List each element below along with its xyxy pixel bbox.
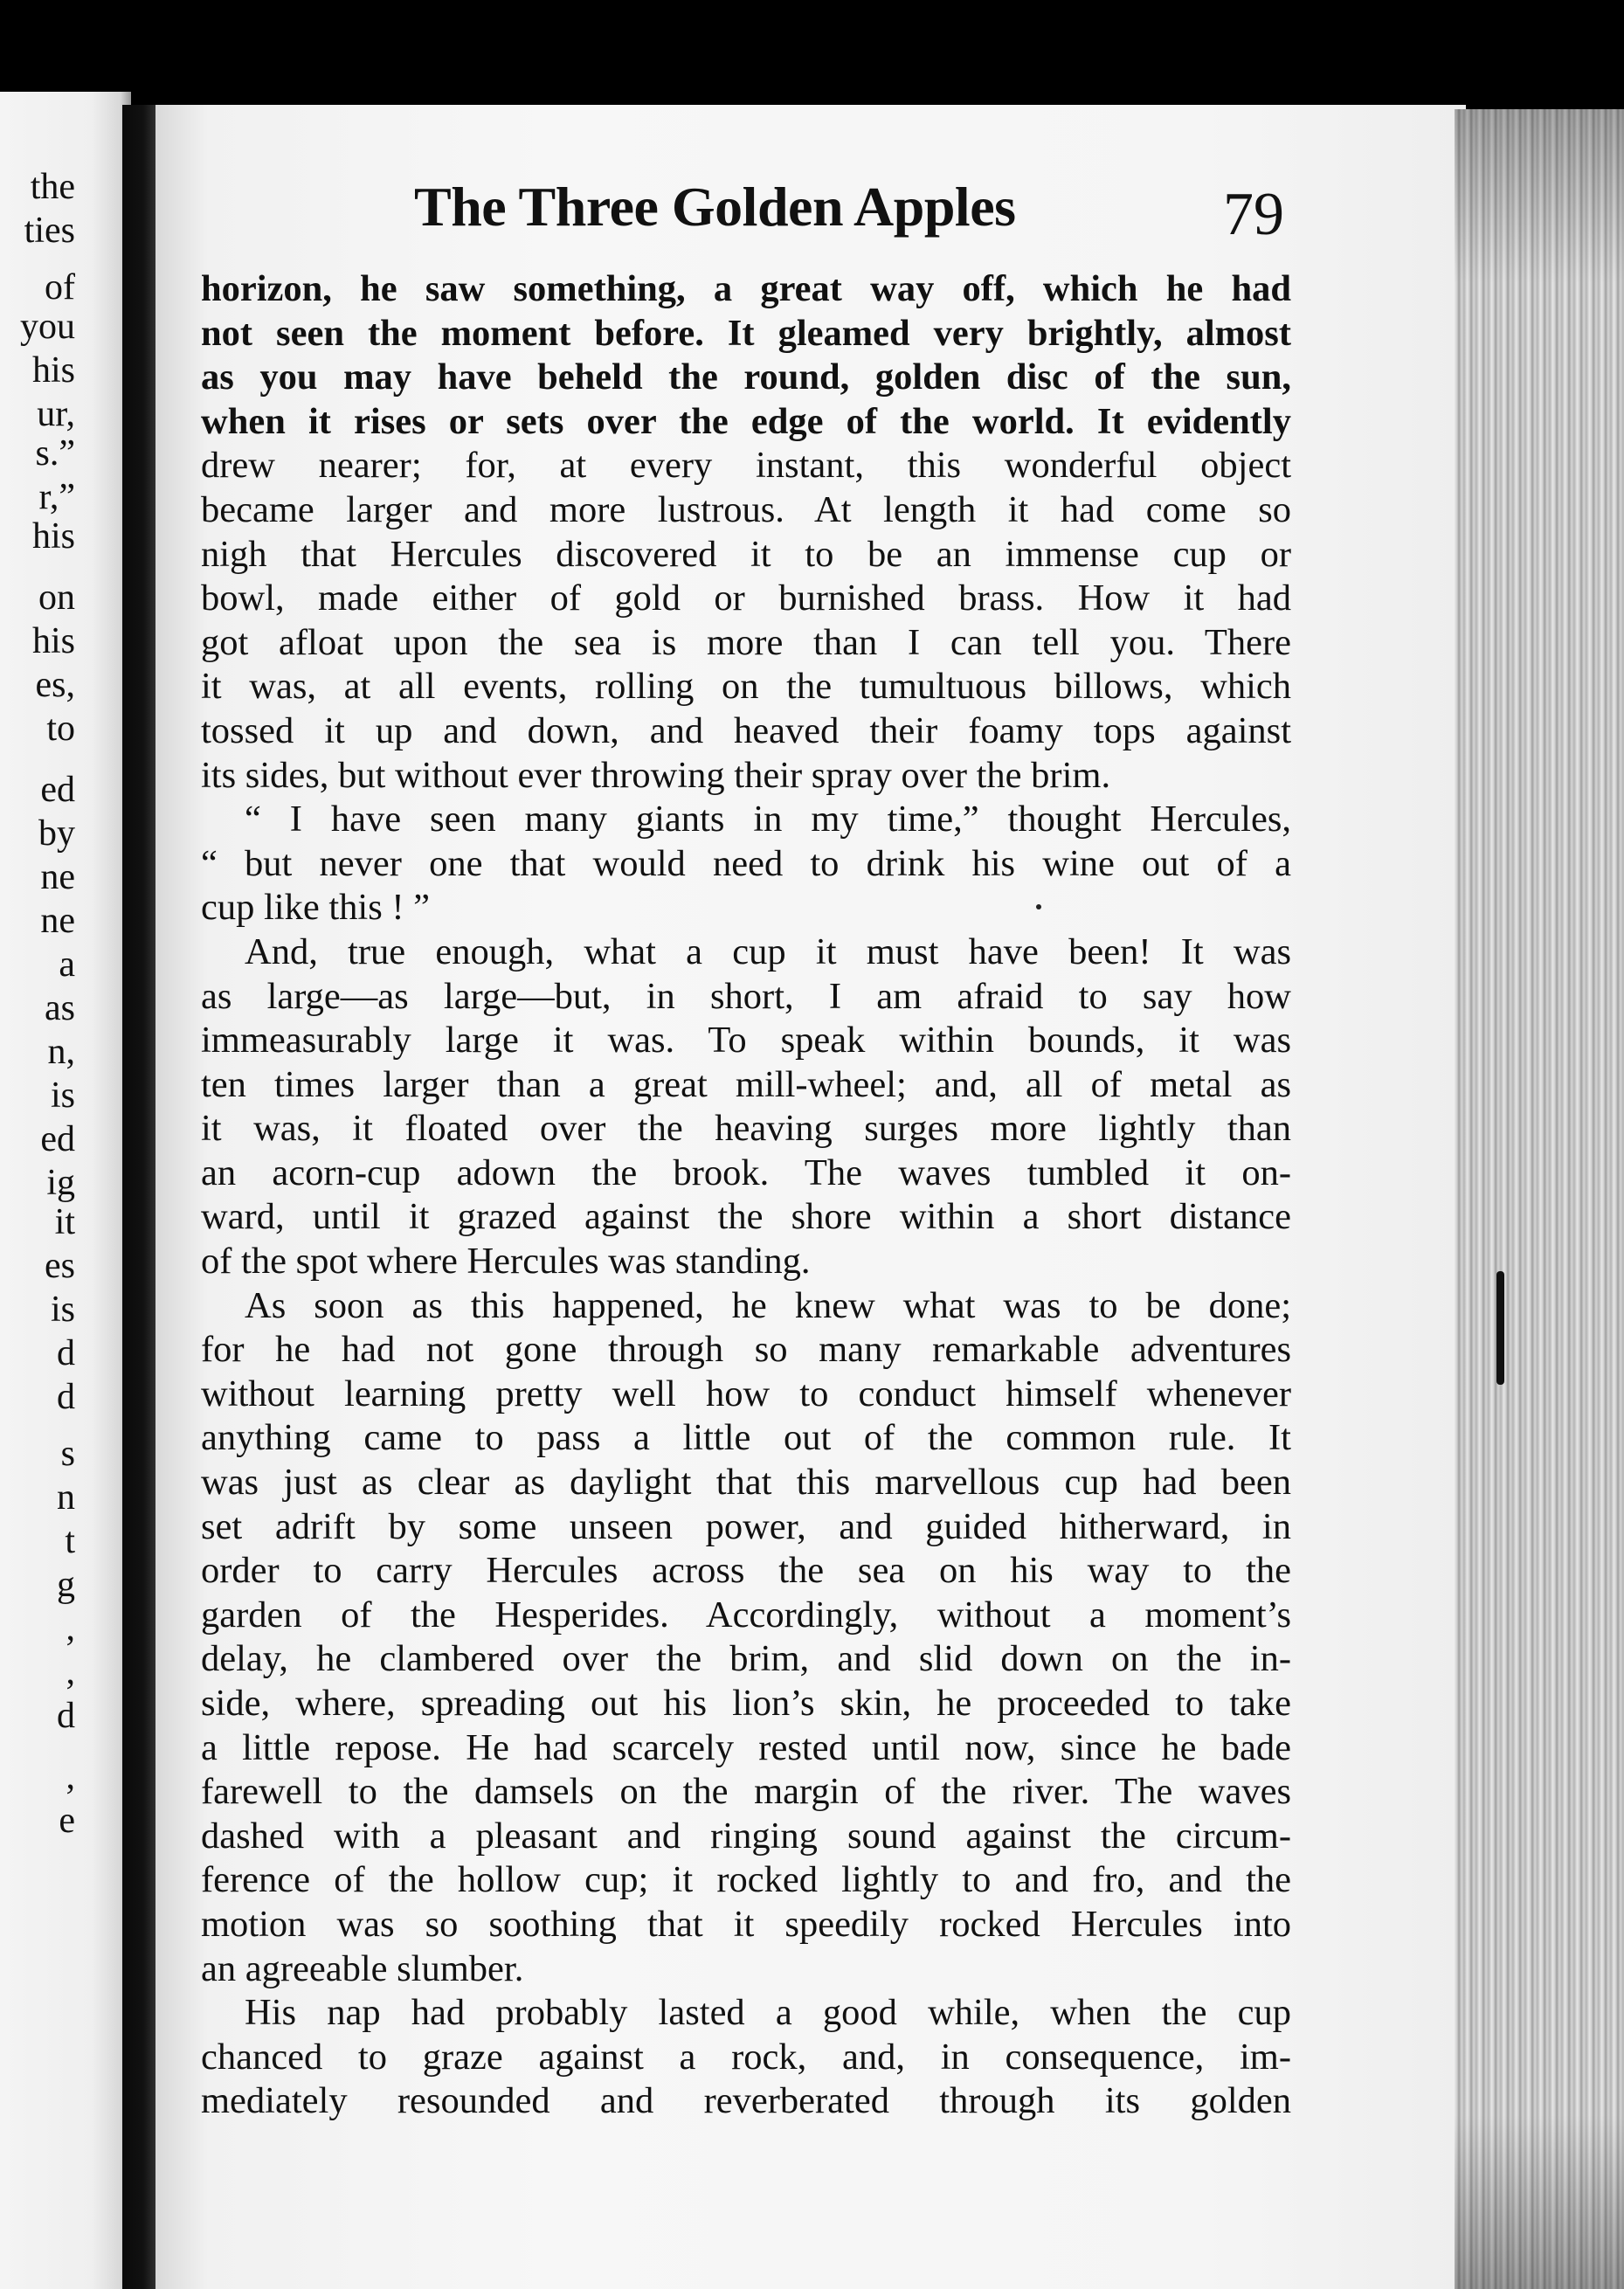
text-line: when it rises or sets over the edge of the world. It evidently bbox=[201, 400, 1291, 442]
text-line: farewell to the damsels on the margin of the river. The waves bbox=[201, 1771, 1291, 1813]
text-line: ward, until it grazed against the shore within a short distance bbox=[201, 1196, 1291, 1238]
facing-page-fragment: , bbox=[66, 1608, 75, 1649]
facing-page-fragment: by bbox=[38, 813, 75, 854]
facing-page-fragment: the bbox=[30, 167, 75, 207]
text-line: order to carry Hercules across the sea on his way to the bbox=[201, 1550, 1291, 1592]
text-line: dashed with a pleasant and ringing sound against the circum- bbox=[201, 1815, 1291, 1857]
facing-page-fragment: ig bbox=[46, 1163, 75, 1203]
text-line: immeasurably large it was. To speak within bounds, it was bbox=[201, 1020, 1291, 1062]
page-edges bbox=[1455, 109, 1624, 2289]
facing-page-fragment: his bbox=[31, 621, 75, 661]
text-line: it was, at all events, rolling on the tumultuous billows, which bbox=[201, 666, 1291, 708]
facing-page-fragment: as bbox=[45, 988, 75, 1028]
facing-page-fragment: on bbox=[38, 577, 75, 618]
text-line: “ I have seen many giants in my time,” thought Hercules, bbox=[245, 799, 1291, 840]
facing-page-fragment: d bbox=[57, 1696, 75, 1736]
facing-page-fragment: his bbox=[31, 516, 75, 557]
text-line: not seen the moment before. It gleamed very brightly, almost bbox=[201, 312, 1291, 354]
text-line: drew nearer; for, at every instant, this wonderful object bbox=[201, 445, 1291, 487]
text-line: bowl, made either of gold or burnished brass. How it had bbox=[201, 577, 1291, 619]
facing-page-fragment: ed bbox=[40, 1119, 75, 1159]
facing-page-fragment: d bbox=[57, 1333, 75, 1373]
facing-page-fragment: es, bbox=[35, 665, 75, 705]
text-line: His nap had probably lasted a good while, when the cup bbox=[245, 1992, 1291, 2034]
facing-page-fragment: n, bbox=[47, 1032, 75, 1072]
facing-page-fragment: it bbox=[54, 1202, 75, 1242]
facing-page bbox=[0, 92, 131, 2289]
text-line: horizon, he saw something, a great way off, which he had bbox=[201, 268, 1291, 309]
facing-page-fragment: s.” bbox=[35, 433, 75, 474]
text-line: without learning pretty well how to conduct himself whenever bbox=[201, 1373, 1291, 1414]
text-line: an agreeable slumber. bbox=[201, 1947, 524, 1989]
facing-page-fragment: ne bbox=[40, 901, 75, 941]
text-line: “ but never one that would need to drink his wine out of a bbox=[201, 842, 1291, 884]
facing-page-fragment: you bbox=[20, 307, 75, 347]
facing-page-fragment: n bbox=[57, 1477, 75, 1518]
text-line: side, where, spreading out his lion’s skin, he proceeded to take bbox=[201, 1683, 1291, 1724]
facing-page-fragment: ties bbox=[24, 211, 75, 251]
facing-page-fragment: a bbox=[59, 944, 75, 985]
text-line: nigh that Hercules discovered it to be an immense cup or bbox=[201, 533, 1291, 575]
text-line: was just as clear as daylight that this marvellous cup had been bbox=[201, 1462, 1291, 1504]
facing-page-fragment: ne bbox=[40, 857, 75, 897]
page-number: 79 bbox=[1223, 181, 1284, 248]
facing-page-fragment: d bbox=[57, 1377, 75, 1417]
facing-page-fragment: of bbox=[45, 267, 75, 308]
text-line: an acorn-cup adown the brook. The waves tumbled it on- bbox=[201, 1151, 1291, 1193]
facing-page-fragment: , bbox=[66, 1652, 75, 1692]
text-line: as you may have beheld the round, golden disc of the sun, bbox=[201, 356, 1291, 398]
facing-page-fragment: t bbox=[65, 1521, 75, 1561]
facing-page-fragment: r,” bbox=[38, 477, 75, 517]
running-title: The Three Golden Apples bbox=[414, 176, 1016, 238]
text-line: mediately resounded and reverberated through its golden bbox=[201, 2080, 1291, 2122]
text-line: motion was so soothing that it speedily rocked Hercules into bbox=[201, 1903, 1291, 1945]
text-line: got afloat upon the sea is more than I can tell you. There bbox=[201, 621, 1291, 663]
text-line: of the spot where Hercules was standing. bbox=[201, 1241, 811, 1283]
text-line: tossed it up and down, and heaved their foamy tops against bbox=[201, 709, 1291, 751]
text-line: became larger and more lustrous. At length it had come so bbox=[201, 488, 1291, 530]
text-line: set adrift by some unseen power, and guided hitherward, in bbox=[201, 1505, 1291, 1547]
facing-page-fragment: e bbox=[59, 1801, 75, 1841]
text-line: a little repose. He had scarcely rested until now, since he bade bbox=[201, 1726, 1291, 1768]
text-line: ference of the hollow cup; it rocked lightly to and fro, and the bbox=[201, 1859, 1291, 1901]
text-line: as large—as large—but, in short, I am afraid to say how bbox=[201, 975, 1291, 1017]
text-line: anything came to pass a little out of the common rule. It bbox=[201, 1417, 1291, 1459]
text-line: delay, he clambered over the brim, and slid down on the in- bbox=[201, 1638, 1291, 1680]
facing-page-fragment: s bbox=[60, 1434, 75, 1474]
facing-page-fragment: his bbox=[31, 350, 75, 391]
facing-page-fragment: es bbox=[45, 1246, 75, 1286]
facing-page-fragment: to bbox=[46, 709, 75, 749]
page-body-text bbox=[201, 267, 1291, 2124]
text-line: garden of the Hesperides. Accordingly, without a moment’s bbox=[201, 1594, 1291, 1635]
book-gutter bbox=[122, 105, 157, 2289]
print-speck bbox=[1036, 904, 1041, 909]
text-line: And, true enough, what a cup it must have been! It was bbox=[245, 930, 1291, 972]
text-line: chanced to graze against a rock, and, in consequence, im- bbox=[201, 2036, 1291, 2078]
facing-page-fragment: , bbox=[66, 1757, 75, 1797]
text-line: its sides, but without ever throwing their spray over the brim. bbox=[201, 754, 1111, 796]
facing-page-fragment: is bbox=[50, 1075, 75, 1116]
text-line: As soon as this happened, he knew what was to be done; bbox=[245, 1284, 1291, 1326]
text-line: it was, it floated over the heaving surges more lightly than bbox=[201, 1108, 1291, 1150]
text-line: cup like this ! ” bbox=[201, 887, 431, 929]
facing-page-fragment: ed bbox=[40, 770, 75, 810]
facing-page-fragment: ur, bbox=[37, 394, 75, 434]
page-edge-mark bbox=[1496, 1271, 1504, 1385]
facing-page-fragment: g bbox=[57, 1565, 75, 1605]
text-line: for he had not gone through so many remarkable adventures bbox=[201, 1329, 1291, 1371]
text-line: ten times larger than a great mill-wheel; and, all of metal as bbox=[201, 1063, 1291, 1105]
facing-page-fragment: is bbox=[50, 1290, 75, 1330]
